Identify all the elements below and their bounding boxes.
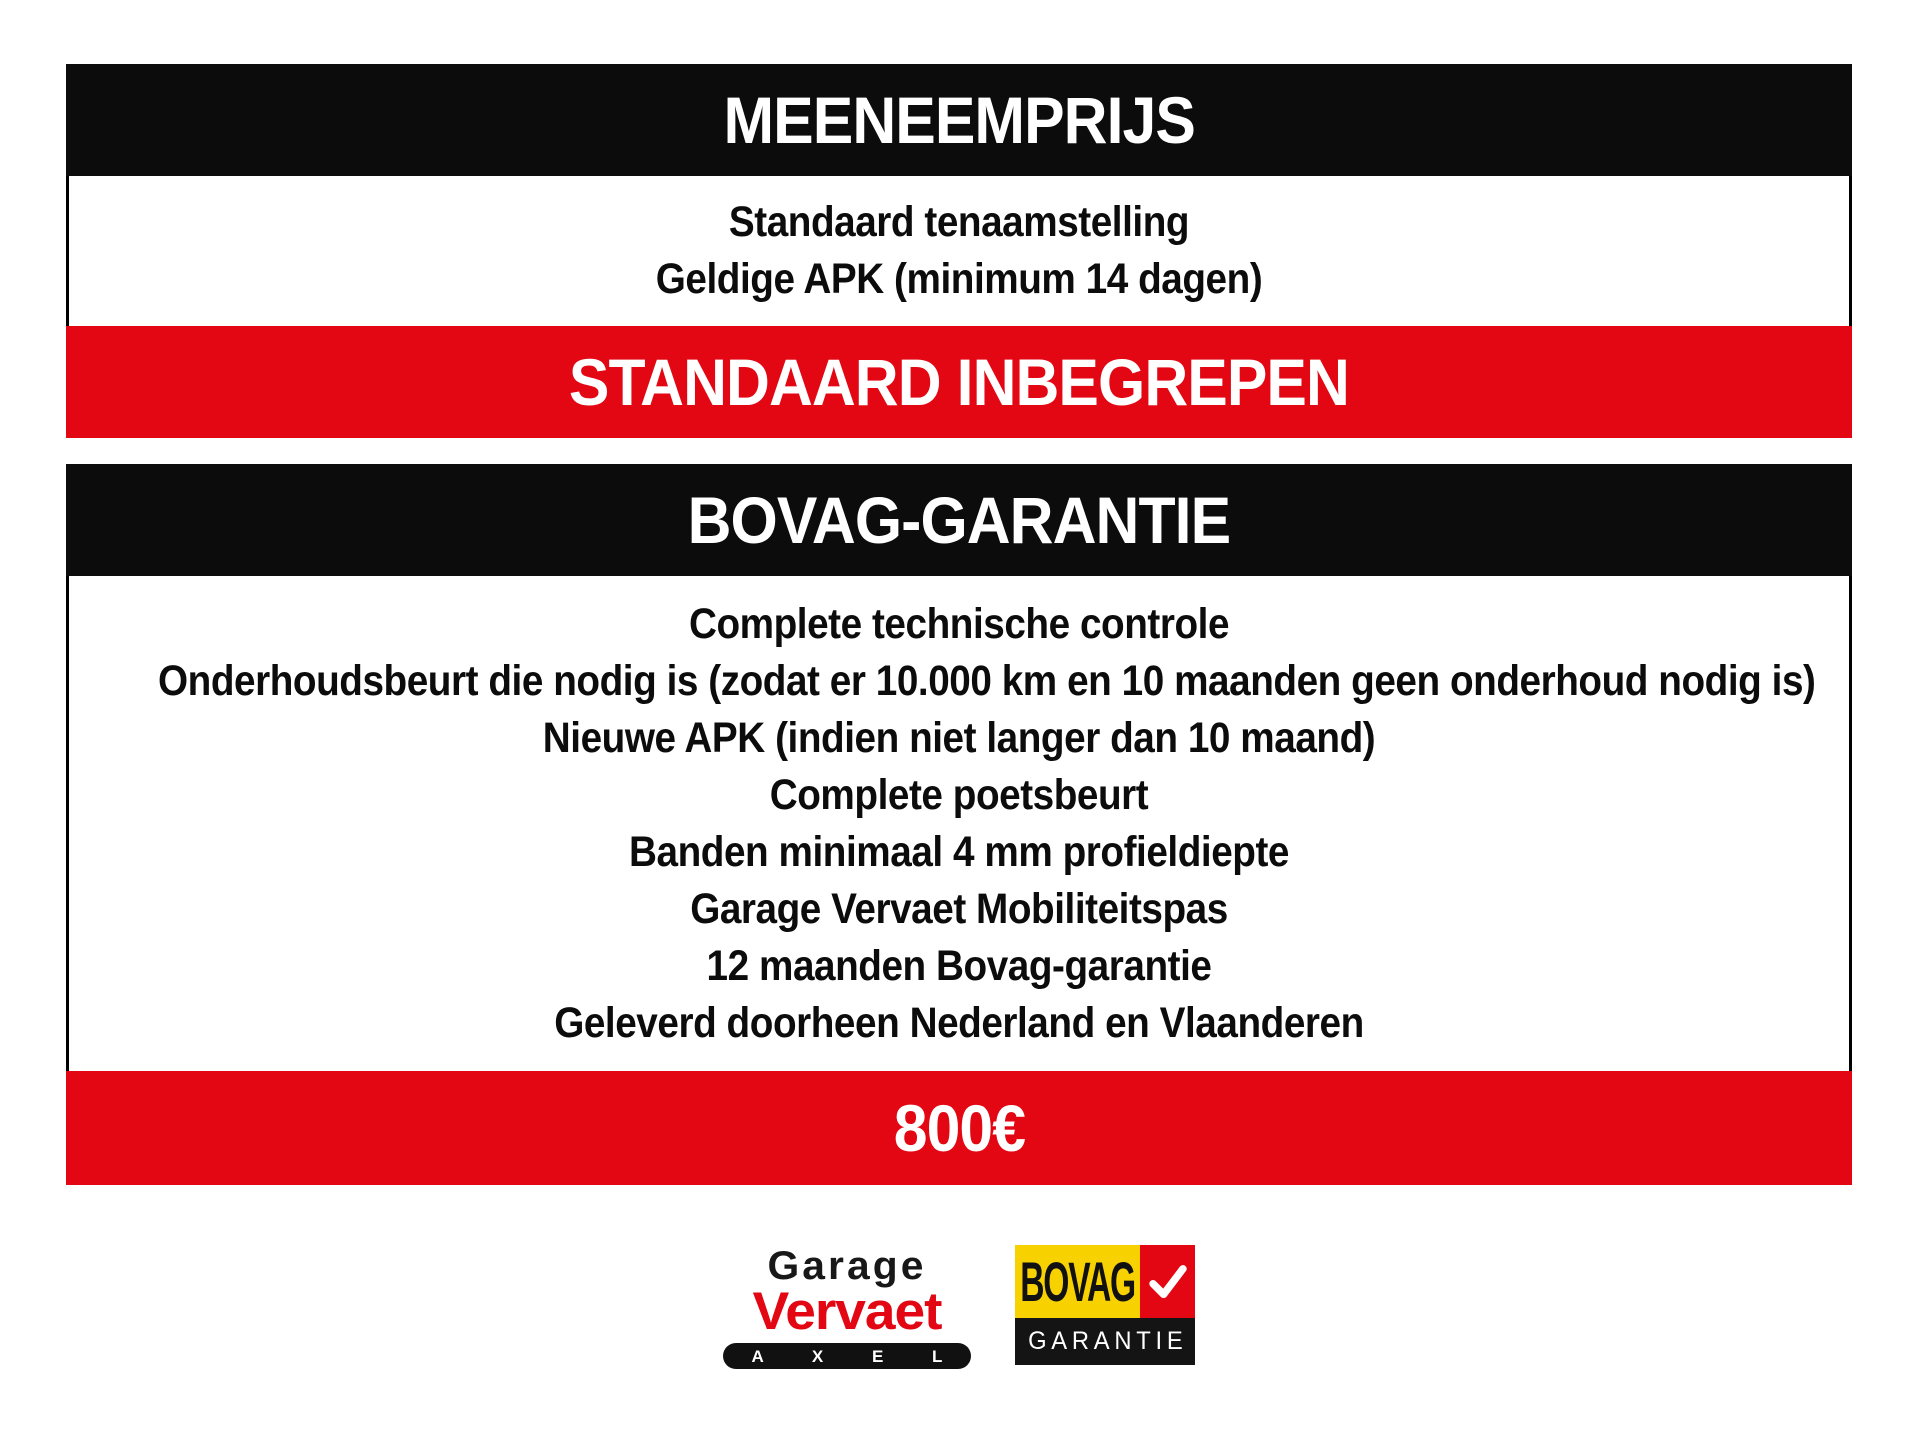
bovag-garantie-line: Nieuwe APK (indien niet langer dan 10 maand) (542, 713, 1376, 762)
bovag-word: BOVAG (1020, 1250, 1135, 1313)
bovag-logo-top (1015, 1245, 1195, 1318)
bovag-garantie-logo (1015, 1245, 1195, 1365)
meeneemprijs-header-bar (66, 64, 1852, 176)
bovag-garantie-title: BOVAG-GARANTIE (687, 483, 1231, 557)
garantie-word: GARANTIE (1027, 1327, 1188, 1355)
checkmark-icon (1140, 1245, 1195, 1318)
section-meeneemprijs (66, 64, 1852, 438)
meeneemprijs-body (66, 176, 1852, 326)
price-bar (66, 1071, 1852, 1185)
bovag-garantie-line: Geleverd doorheen Nederland en Vlaanderen (554, 998, 1364, 1047)
bovag-garantie-line: Complete poetsbeurt (769, 770, 1149, 819)
bovag-garantie-line: Complete technische controle (688, 599, 1230, 648)
price-label: 800€ (893, 1091, 1025, 1165)
standaard-inbegrepen-bar (66, 326, 1852, 438)
bovag-garantie-line: Banden minimaal 4 mm profieldiepte (629, 827, 1289, 876)
bovag-garantie-line: Garage Vervaet Mobiliteitspas (690, 884, 1228, 933)
bovag-garantie-line: 12 maanden Bovag-garantie (706, 941, 1212, 990)
bovag-garantie-header-bar (66, 464, 1852, 576)
axel-badge: A X E L (723, 1343, 971, 1369)
meeneemprijs-line: Standaard tenaamstelling (728, 198, 1190, 246)
poster (66, 64, 1852, 1369)
garage-vervaet-logo (723, 1245, 971, 1369)
bovag-garantie-body (66, 576, 1852, 1071)
bovag-garantie-line: Onderhoudsbeurt die nodig is (zodat er 10.000 km en 10 maanden geen onderhoud nodig is) (158, 656, 1816, 705)
garage-word: Garage (767, 1244, 927, 1288)
bovag-word-wrap (1015, 1245, 1140, 1318)
bovag-logo-bottom (1015, 1318, 1195, 1365)
standaard-inbegrepen-label: STANDAARD INBEGREPEN (568, 345, 1350, 419)
logos-row (66, 1245, 1852, 1369)
meeneemprijs-line: Geldige APK (minimum 14 dagen) (655, 255, 1263, 303)
section-bovag-garantie (66, 464, 1852, 1185)
vervaet-word: Vervaet (752, 1282, 942, 1341)
meeneemprijs-title: MEENEEMPRIJS (723, 83, 1195, 157)
